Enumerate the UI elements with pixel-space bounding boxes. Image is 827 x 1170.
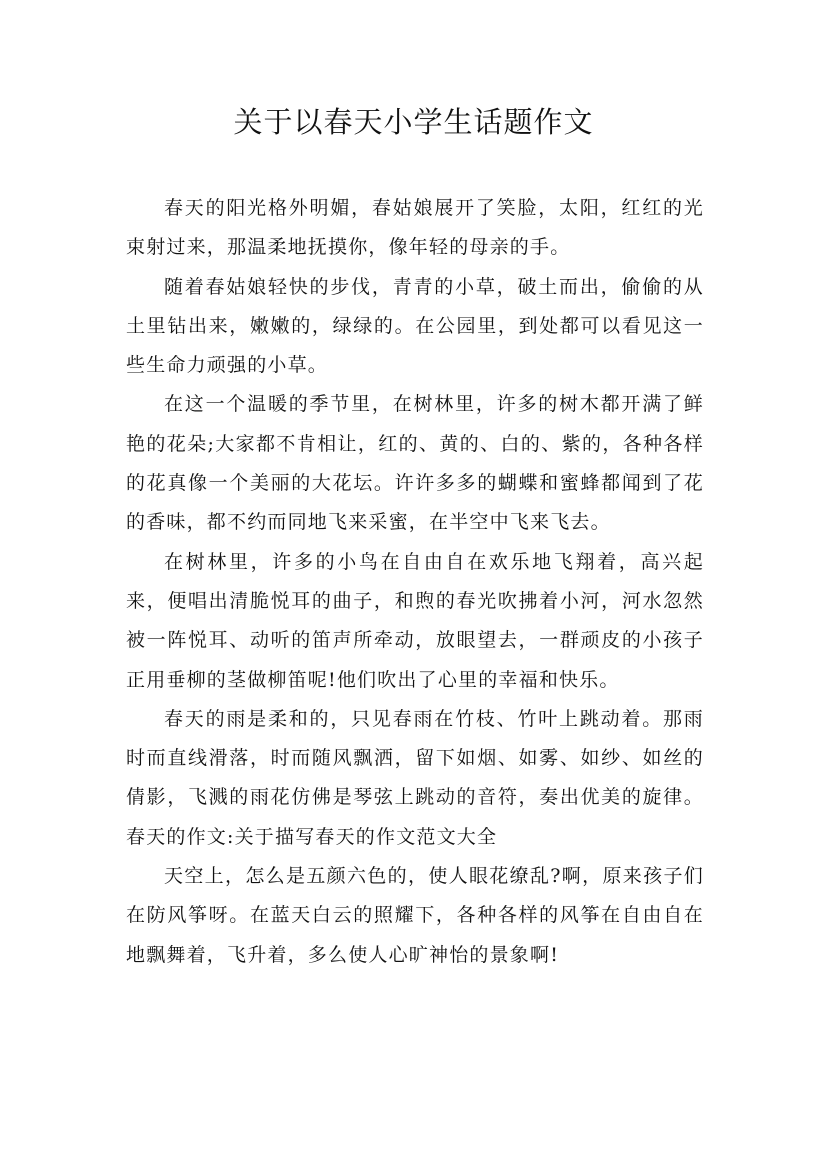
paragraph-3: 在这一个温暖的季节里，在树林里，许多的树木都开满了鲜艳的花朵;大家都不肯相让，红的、黄的、白的、紫的，各种各样的花真像一个美丽的大花坛。许许多多的蝴蝶和蜜蜂都闻到了花的香味，都不约而同地飞来采蜜，在半空中飞来飞去。 <box>126 393 704 534</box>
document-body <box>126 189 704 975</box>
paragraph-5: 春天的雨是柔和的，只见春雨在竹枝、竹叶上跳动着。那雨时而直线滑落，时而随风飘洒，留下如烟、如雾、如纱、如丝的倩影，飞溅的雨花仿佛是琴弦上跳动的音符，奏出优美的旋律。春天的作文:关于描写春天的作文范文大全 <box>126 707 704 848</box>
document-title: 关于以春天小学生话题作文 <box>233 105 594 139</box>
paragraph-6: 天空上，怎么是五颜六色的，使人眼花缭乱?啊，原来孩子们在防风筝呀。在蓝天白云的照耀下，各种各样的风筝在自由自在地飘舞着，飞升着，多么使人心旷神怡的景象啊! <box>126 865 704 966</box>
paragraph-2: 随着春姑娘轻快的步伐，青青的小草，破土而出，偷偷的从土里钻出来，嫩嫩的，绿绿的。在公园里，到处都可以看见这一些生命力顽强的小草。 <box>126 275 704 377</box>
paragraph-4: 在树林里，许多的小鸟在自由自在欢乐地飞翔着，高兴起来，便唱出清脆悦耳的曲子，和煦的春光吹拂着小河，河水忽然被一阵悦耳、动听的笛声所牵动，放眼望去，一群顽皮的小孩子正用垂柳的茎做柳笛呢!他们吹出了心里的幸福和快乐。 <box>126 550 704 691</box>
paragraph-1: 春天的阳光格外明媚，春姑娘展开了笑脸，太阳，红红的光束射过来，那温柔地抚摸你，像年轻的母亲的手。 <box>126 197 704 259</box>
